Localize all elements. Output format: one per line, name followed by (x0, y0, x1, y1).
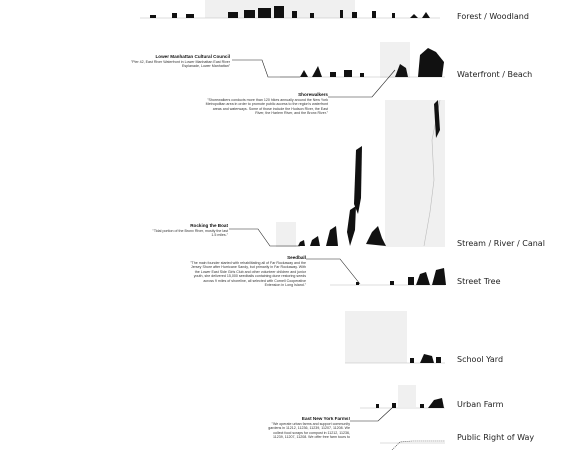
school-yard-site-shapes (345, 311, 445, 363)
category-label-school-yard: School Yard (457, 355, 504, 364)
annotation-body: "Shorewalkers conducts more than 120 hikes annually around the New York Metropolitan area in order to promote public access to the region's waterfront areas and waterways. Some of those include the Hudson River, the East River, the Harlem River, and the Bronx River." (205, 98, 328, 116)
urban-farm-site-shapes (360, 385, 445, 408)
category-label-forest: Forest / Woodland (457, 12, 529, 21)
annotation-seedball (190, 256, 306, 287)
lmcc-leader (232, 60, 300, 77)
annotation-title: Shorewalkers (298, 92, 328, 97)
stream-site-shapes (276, 100, 445, 247)
enyf-leader (350, 408, 392, 421)
category-label-urban-farm: Urban Farm (457, 400, 504, 409)
annotation-body: "We operate urban farms and support community gardens in 11212, 11236, 11239, 11207, 11208. We collect food scraps for compost in 11212, 11236, 11239, 11207, 11208. We offer free farm tours to (268, 422, 350, 440)
category-label-stream: Stream / River / Canal (457, 239, 545, 248)
annotation-shorewalkers (204, 93, 328, 116)
category-label-public-row: Public Right of Way (457, 433, 535, 442)
street-tree-site-shapes (330, 268, 446, 285)
seedball-leader (306, 259, 360, 284)
annotation-lmcc (118, 55, 230, 69)
annotation-body: "The main founder started with rehabilitating all of Far Rockaway and the Jersey Shore after Hurricane Sandy, but primarily in Far Rockaway. With the Lower East Side Girls Club and other volunteer children and junior youth, she delivered 15,000 seedballs containing dune restoring seeds across 9 miles of shoreline, all selected with Cornell Cooperative Extension in Long Island." (190, 261, 306, 288)
annotation-body: "Pier 42, East River Waterfront in Lower Manhattan East River Esplanade, Lower Manhattan" (130, 60, 230, 69)
annotation-title: East New York Farms! (301, 417, 350, 421)
category-label-street-tree: Street Tree (457, 277, 501, 286)
category-label-waterfront: Waterfront / Beach (457, 70, 533, 79)
annotation-rocking-the-boat (152, 224, 228, 238)
public-row-site-shapes (380, 441, 445, 450)
annotation-title: Seedball (287, 255, 306, 260)
forest-site-shapes (140, 0, 440, 18)
annotation-body: "Tidal portion of the Bronx River, mostly the last 1.5 miles." (152, 229, 228, 238)
waterfront-site-shapes (280, 42, 445, 78)
annotation-east-new-york-farms (262, 417, 350, 450)
annotation-title: Lower Manhattan Cultural Council (155, 54, 230, 59)
annotation-title: Rocking the Boat (190, 223, 228, 228)
